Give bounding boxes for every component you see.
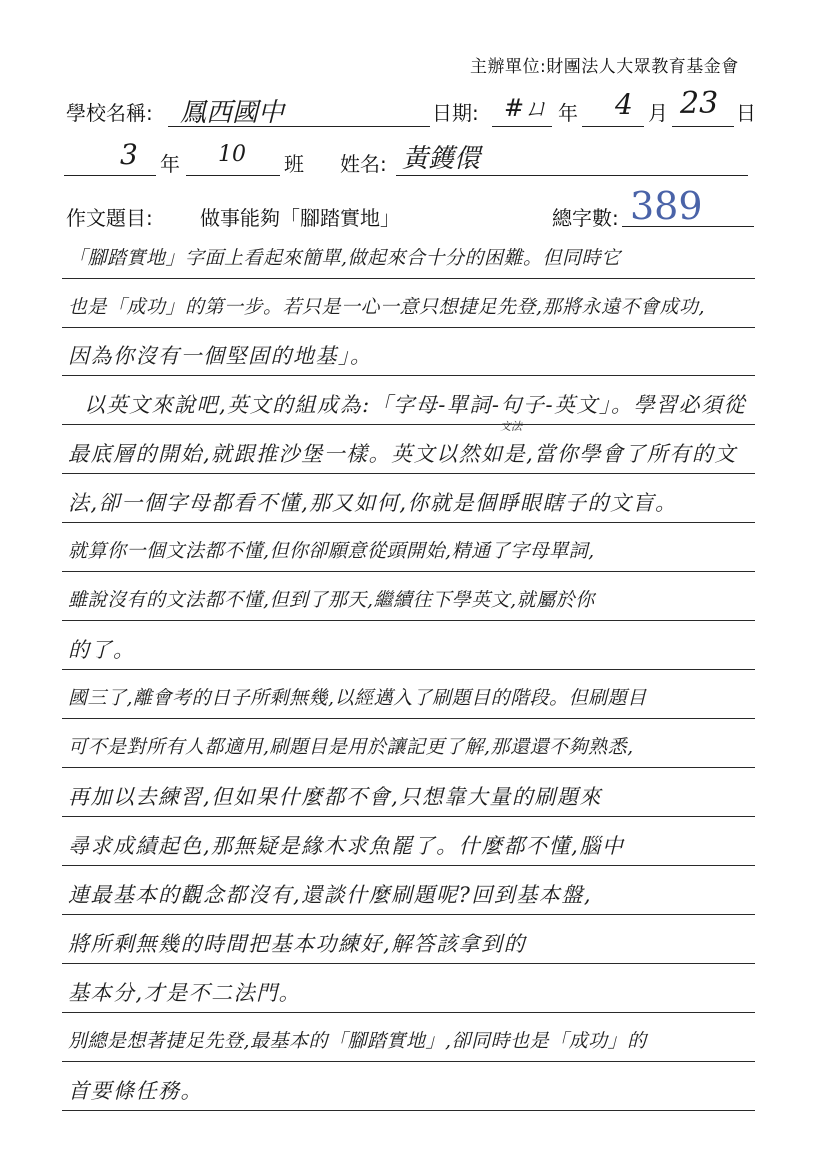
essay-line-5: 最底層的開始,就跟推沙堡一樣。英文以然如是,當你學會了所有的文 (68, 442, 737, 466)
ruled-line (62, 1061, 755, 1062)
ruled-line (62, 767, 755, 768)
essay-line-9: 的了。 (68, 638, 136, 662)
ruled-line (62, 914, 755, 915)
ruled-line (62, 1110, 755, 1111)
essay-line-7: 就算你一個文法都不懂,但你卻願意從頭開始,精通了字母單詞, (68, 540, 595, 562)
school-label: 學校名稱: (66, 101, 153, 125)
day-label: 日 (736, 101, 756, 125)
insert-note: 文法 (500, 420, 522, 433)
essay-line-6: 法,卻一個字母都看不懂,那又如何,你就是個睜眼瞎子的文盲。 (68, 491, 678, 515)
ruled-line (62, 327, 755, 328)
essay-line-11: 可不是對所有人都適用,刷題目是用於讓記更了解,那還還不夠熟悉, (68, 736, 634, 758)
sponsor-text: 主辦單位:財團法人大眾教育基金會 (470, 57, 739, 77)
essay-line-13: 尋求成績起色,那無疑是緣木求魚罷了。什麼都不懂,腦中 (68, 834, 625, 858)
date-day-value: 23 (680, 86, 719, 121)
ruled-line (62, 669, 755, 670)
name-underline (396, 175, 748, 176)
grade-value: 3 (120, 138, 138, 171)
essay-line-18: 首要條任務。 (68, 1079, 203, 1103)
ruled-line (62, 816, 755, 817)
essay-line-4: 以英文來說吧,英文的組成為:「字母-單詞-句子-英文」。學習必須從 (84, 393, 747, 417)
date-day-underline (672, 126, 734, 127)
essay-line-8: 雖說沒有的文法都不懂,但到了那天,繼續往下學英文,就屬於你 (68, 589, 595, 611)
essay-line-12: 再加以去練習,但如果什麼都不會,只想靠大量的刷題來 (68, 785, 602, 809)
ruled-line (62, 718, 755, 719)
ruled-line (62, 620, 755, 621)
essay-line-15: 將所剩無幾的時間把基本功練好,解答該拿到的 (68, 932, 527, 956)
ruled-line (62, 522, 755, 523)
date-year-value: #ㄩ (504, 94, 549, 122)
date-month-underline (582, 126, 644, 127)
date-month-value: 4 (615, 88, 633, 121)
name-label: 姓名: (340, 152, 387, 176)
ruled-line (62, 963, 755, 964)
ruled-line (62, 865, 755, 866)
essay-line-2: 也是「成功」的第一步。若只是一心一意只想捷足先登,那將永遠不會成功, (68, 296, 706, 318)
date-label: 日期: (432, 101, 479, 125)
essay-line-10: 國三了,離會考的日子所剩無幾,以經邁入了刷題目的階段。但刷題目 (68, 687, 647, 709)
ruled-line (62, 375, 755, 376)
class-value: 10 (218, 142, 246, 167)
class-underline (186, 175, 280, 176)
topic-value: 做事能夠「腳踏實地」 (200, 206, 400, 230)
school-value: 鳳西國中 (180, 98, 285, 128)
essay-line-16: 基本分,才是不二法門。 (68, 981, 302, 1005)
student-name-value: 黃鑊儇 (402, 144, 481, 174)
date-year-underline (492, 126, 552, 127)
essay-line-17: 別總是想著捷足先登,最基本的「腳踏實地」,卻同時也是「成功」的 (68, 1030, 647, 1052)
essay-line-14: 連最基本的觀念都沒有,還談什麼刷題呢?回到基本盤, (68, 883, 593, 907)
class-label: 班 (284, 152, 304, 176)
essay-line-3: 因為你沒有一個堅固的地基」。 (68, 344, 373, 368)
school-underline (168, 126, 430, 127)
ruled-line (62, 278, 755, 279)
month-label: 月 (648, 101, 668, 125)
wordcount-value: 389 (630, 184, 703, 228)
wordcount-label: 總字數: (552, 206, 619, 230)
grade-label: 年 (160, 152, 180, 176)
wordcount-underline (622, 226, 754, 227)
ruled-line (62, 473, 755, 474)
ruled-line (62, 571, 755, 572)
year-label: 年 (558, 101, 578, 125)
ruled-line (62, 424, 755, 425)
topic-label: 作文題目: (66, 206, 153, 230)
grade-underline (64, 175, 156, 176)
essay-line-1: 「腳踏實地」字面上看起來簡單,做起來合十分的困難。但同時它 (68, 247, 621, 269)
ruled-line (62, 1012, 755, 1013)
